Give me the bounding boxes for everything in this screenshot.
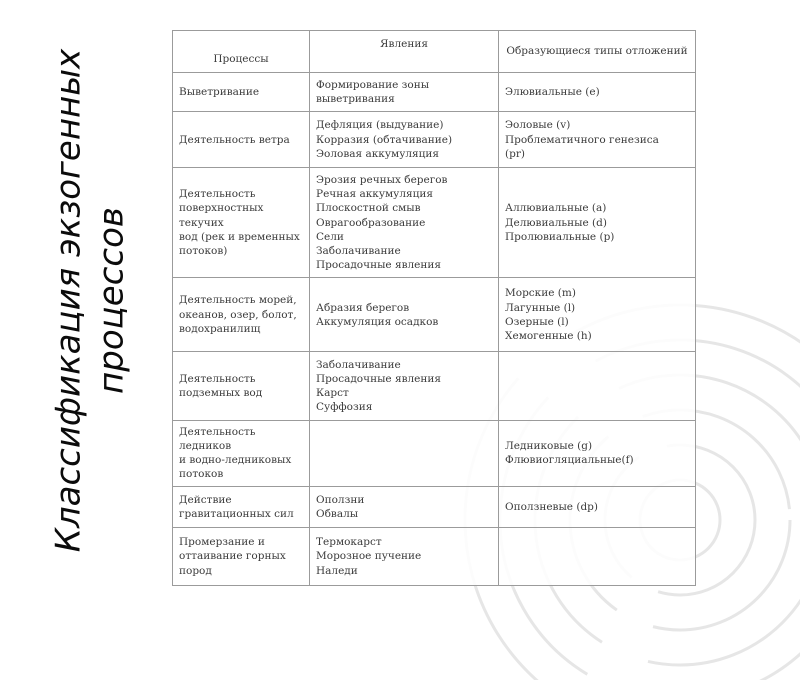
phenomena-cell-line: Эоловая аккумуляция — [316, 147, 440, 160]
phenomena-cell — [310, 112, 499, 168]
process-cell-line: Деятельность ледников — [179, 425, 256, 453]
deposits-cell — [499, 528, 696, 586]
phenomena-cell-line: Сели — [316, 230, 344, 243]
deposits-cell-line: Оползневые (dp) — [505, 500, 598, 513]
deposits-cell-line: Проблематичного генезиса — [505, 133, 659, 146]
process-cell — [173, 420, 310, 486]
deposits-cell — [499, 73, 696, 112]
process-cell — [173, 352, 310, 420]
classification-table-wrapper — [172, 30, 696, 586]
phenomena-cell-line: Аккумуляция осадков — [316, 315, 439, 328]
process-cell — [173, 168, 310, 278]
phenomena-cell-line: Заболачивание — [316, 244, 401, 257]
deposits-cell-line: Морские (m) — [505, 287, 576, 300]
phenomena-cell-line: Заболачивание — [316, 358, 401, 371]
process-cell-line: поверхностных текучих — [179, 202, 264, 229]
phenomena-cell-line: Карст — [316, 387, 349, 400]
phenomena-cell-line: Просадочные явления — [316, 372, 442, 385]
table-row — [173, 168, 696, 278]
process-cell-line: Деятельность морей, — [179, 294, 297, 307]
header-deposits-line-1: Образующиеся типы — [506, 45, 623, 58]
phenomena-cell-line: Наледи — [316, 564, 358, 577]
phenomena-cell-line: Эрозия речных берегов — [316, 173, 448, 186]
deposits-cell — [499, 486, 696, 527]
process-cell-line: Выветривание — [179, 86, 260, 99]
phenomena-cell — [310, 486, 499, 527]
header-deposits — [499, 31, 696, 73]
process-cell-line: пород — [179, 564, 212, 577]
table-row — [173, 278, 696, 352]
deposits-cell-line: Пролювиальные (p) — [505, 230, 615, 243]
phenomena-cell-line: Дефляция (выдувание) — [316, 119, 444, 132]
phenomena-cell — [310, 278, 499, 352]
process-cell-line: вод (рек и временных — [179, 230, 300, 243]
phenomena-cell-line: Речная аккумуляция — [316, 188, 434, 201]
process-cell — [173, 278, 310, 352]
table-row — [173, 73, 696, 112]
table-row — [173, 112, 696, 168]
phenomena-cell — [310, 352, 499, 420]
process-cell-line: гравитационных сил — [179, 507, 294, 520]
title-line-1: Классификация экзогенных — [48, 48, 89, 552]
phenomena-cell-line: Плоскостной смыв — [316, 202, 421, 215]
deposits-cell-line: (pr) — [505, 147, 525, 160]
process-cell — [173, 486, 310, 527]
deposits-cell — [499, 352, 696, 420]
process-cell-line: потоков — [179, 468, 224, 481]
deposits-cell-line: Лагунные (l) — [505, 301, 576, 314]
table-body — [173, 73, 696, 586]
deposits-cell — [499, 168, 696, 278]
title-line-2: процессов — [91, 206, 132, 394]
process-cell — [173, 112, 310, 168]
deposits-cell-line: Хемогенные (h) — [505, 329, 592, 342]
process-cell-line: Деятельность — [179, 188, 256, 201]
deposits-cell-line: Элювиальные (e) — [505, 86, 600, 99]
phenomena-cell-line: Абразия берегов — [316, 301, 410, 314]
slide-title — [0, 0, 190, 600]
process-cell-line: и водно-ледниковых — [179, 454, 292, 467]
phenomena-cell-line: Формирование зоны — [316, 78, 430, 91]
phenomena-cell — [310, 420, 499, 486]
process-cell-line: Промерзание и — [179, 536, 265, 549]
header-phenomena: Явления — [310, 31, 499, 73]
process-cell-line: потоков) — [179, 244, 228, 257]
process-cell-line: водохранилищ — [179, 322, 261, 335]
table-row — [173, 486, 696, 527]
process-cell-line: океанов, озер, болот, — [179, 308, 297, 321]
header-deposits-line-2: отложений — [625, 45, 688, 58]
process-cell — [173, 73, 310, 112]
phenomena-cell — [310, 73, 499, 112]
table-header-row — [173, 31, 696, 73]
phenomena-cell-line: Морозное пучение — [316, 550, 422, 563]
phenomena-cell-line: Оползни — [316, 493, 365, 506]
process-cell-line: Действие — [179, 493, 232, 506]
deposits-cell-line: Ледниковые (g) — [505, 440, 593, 453]
process-cell — [173, 528, 310, 586]
deposits-cell-line: Эоловые (v) — [505, 119, 571, 132]
phenomena-cell-line: Оврагообразование — [316, 216, 426, 229]
phenomena-cell-line: Просадочные явления — [316, 259, 442, 272]
phenomena-cell-line: Корразия (обтачивание) — [316, 133, 453, 146]
deposits-cell — [499, 278, 696, 352]
deposits-cell — [499, 420, 696, 486]
deposits-cell-line: Аллювиальные (a) — [505, 202, 607, 215]
phenomena-cell-line: Термокарст — [316, 536, 382, 549]
process-cell-line: Деятельность — [179, 372, 256, 385]
classification-table — [172, 30, 696, 586]
process-cell-line: подземных вод — [179, 387, 263, 400]
phenomena-cell-line: Обвалы — [316, 507, 359, 520]
phenomena-cell — [310, 528, 499, 586]
table-row — [173, 352, 696, 420]
deposits-cell-line: Делювиальные (d) — [505, 216, 607, 229]
deposits-cell — [499, 112, 696, 168]
process-cell-line: Деятельность ветра — [179, 133, 290, 146]
phenomena-cell — [310, 168, 499, 278]
table-row — [173, 420, 696, 486]
table-row — [173, 528, 696, 586]
deposits-cell-line: Флювиогляциальные(f) — [505, 454, 634, 467]
deposits-cell-line: Озерные (l) — [505, 315, 569, 328]
process-cell-line: оттаивание горных — [179, 550, 286, 563]
phenomena-cell-line: выветривания — [316, 93, 395, 106]
phenomena-cell-line: Суффозия — [316, 401, 373, 414]
header-processes: Процессы — [173, 31, 310, 73]
